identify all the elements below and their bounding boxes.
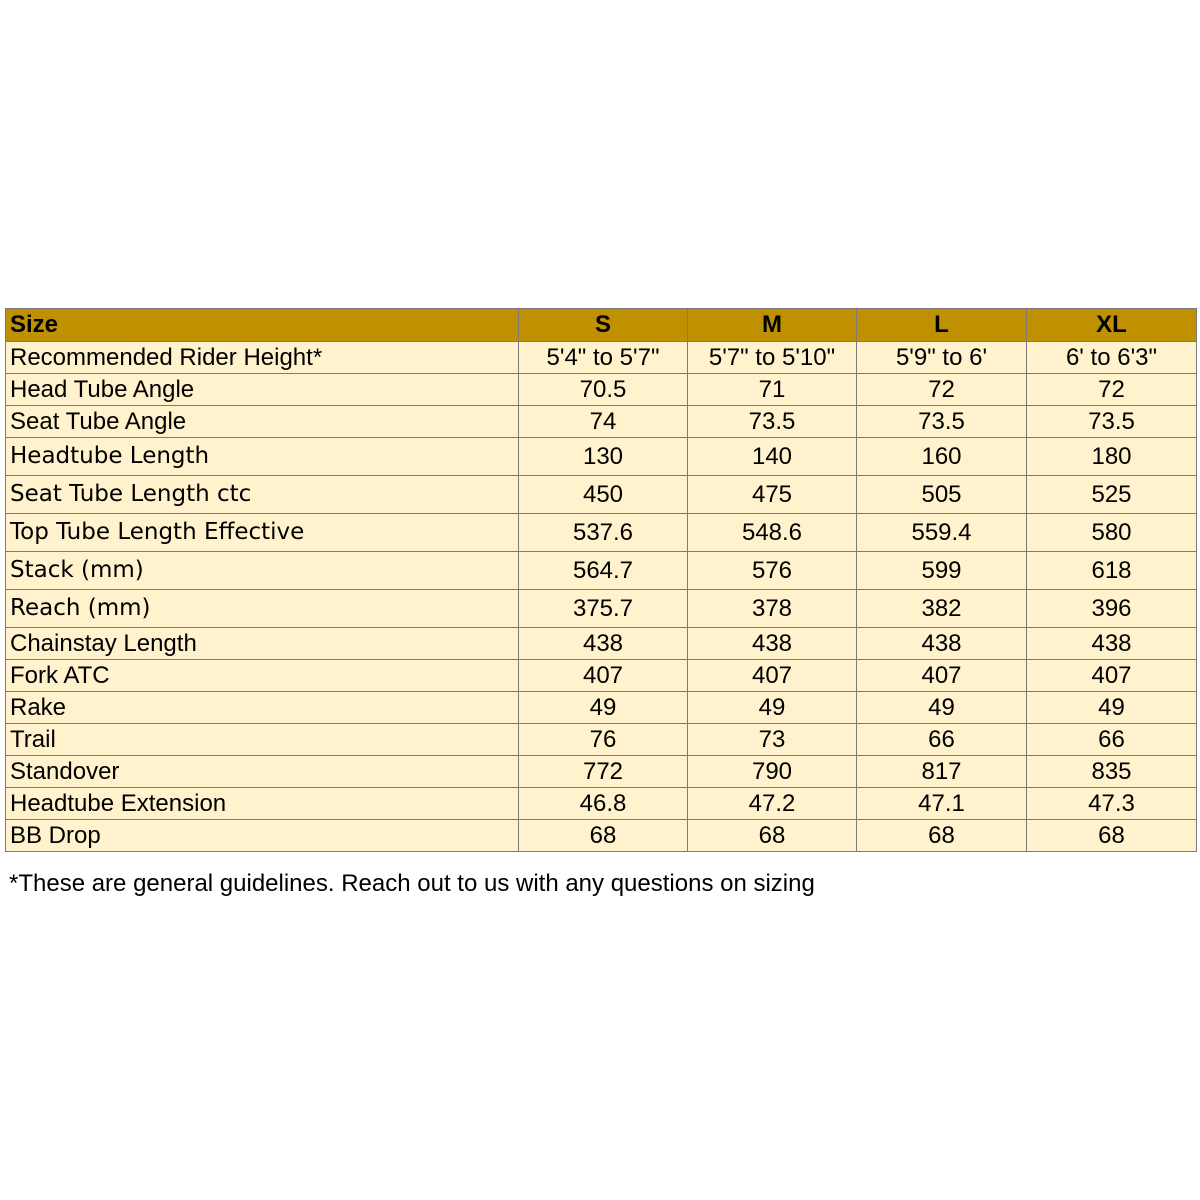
cell-value: 525	[1027, 476, 1197, 514]
cell-value: 160	[857, 438, 1027, 476]
cell-value: 72	[1027, 374, 1197, 406]
cell-value: 790	[688, 756, 857, 788]
cell-value: 72	[857, 374, 1027, 406]
cell-value: 76	[519, 724, 688, 756]
table-row	[6, 438, 1197, 476]
table-row	[6, 820, 1197, 852]
table-row	[6, 756, 1197, 788]
cell-value: 5'9" to 6'	[857, 342, 1027, 374]
row-label: Fork ATC	[6, 660, 519, 692]
cell-value: 180	[1027, 438, 1197, 476]
row-label: Headtube Extension	[6, 788, 519, 820]
table-row	[6, 724, 1197, 756]
cell-value: 407	[857, 660, 1027, 692]
cell-value: 537.6	[519, 514, 688, 552]
header-size-xl: XL	[1027, 309, 1197, 342]
header-size-l: L	[857, 309, 1027, 342]
row-label: Rake	[6, 692, 519, 724]
cell-value: 772	[519, 756, 688, 788]
table-header-row	[6, 309, 1197, 342]
cell-value: 407	[688, 660, 857, 692]
cell-value: 70.5	[519, 374, 688, 406]
geometry-table	[5, 308, 1197, 852]
cell-value: 140	[688, 438, 857, 476]
cell-value: 68	[1027, 820, 1197, 852]
cell-value: 396	[1027, 590, 1197, 628]
cell-value: 68	[857, 820, 1027, 852]
cell-value: 49	[857, 692, 1027, 724]
table-row	[6, 590, 1197, 628]
cell-value: 49	[519, 692, 688, 724]
cell-value: 438	[688, 628, 857, 660]
cell-value: 73.5	[857, 406, 1027, 438]
cell-value: 66	[1027, 724, 1197, 756]
cell-value: 475	[688, 476, 857, 514]
cell-value: 835	[1027, 756, 1197, 788]
header-size-s: S	[519, 309, 688, 342]
row-label: Recommended Rider Height*	[6, 342, 519, 374]
cell-value: 73.5	[1027, 406, 1197, 438]
row-label: Seat Tube Angle	[6, 406, 519, 438]
table-row	[6, 514, 1197, 552]
cell-value: 580	[1027, 514, 1197, 552]
table-row	[6, 788, 1197, 820]
cell-value: 450	[519, 476, 688, 514]
cell-value: 66	[857, 724, 1027, 756]
cell-value: 559.4	[857, 514, 1027, 552]
row-label: Reach (mm)	[6, 590, 519, 628]
table-row	[6, 660, 1197, 692]
cell-value: 407	[519, 660, 688, 692]
table-row	[6, 692, 1197, 724]
cell-value: 618	[1027, 552, 1197, 590]
row-label: Trail	[6, 724, 519, 756]
cell-value: 68	[519, 820, 688, 852]
header-size-m: M	[688, 309, 857, 342]
cell-value: 375.7	[519, 590, 688, 628]
row-label: Seat Tube Length ctc	[6, 476, 519, 514]
cell-value: 5'4" to 5'7"	[519, 342, 688, 374]
cell-value: 599	[857, 552, 1027, 590]
cell-value: 49	[1027, 692, 1197, 724]
cell-value: 71	[688, 374, 857, 406]
row-label: Chainstay Length	[6, 628, 519, 660]
row-label: Stack (mm)	[6, 552, 519, 590]
row-label: Standover	[6, 756, 519, 788]
header-size-label: Size	[6, 309, 519, 342]
table-row	[6, 628, 1197, 660]
cell-value: 5'7" to 5'10"	[688, 342, 857, 374]
cell-value: 378	[688, 590, 857, 628]
cell-value: 438	[1027, 628, 1197, 660]
cell-value: 505	[857, 476, 1027, 514]
row-label: Head Tube Angle	[6, 374, 519, 406]
cell-value: 438	[519, 628, 688, 660]
cell-value: 817	[857, 756, 1027, 788]
table-row	[6, 552, 1197, 590]
cell-value: 49	[688, 692, 857, 724]
cell-value: 47.2	[688, 788, 857, 820]
table-row	[6, 476, 1197, 514]
cell-value: 564.7	[519, 552, 688, 590]
cell-value: 576	[688, 552, 857, 590]
sizing-footnote: *These are general guidelines. Reach out to us with any questions on sizing	[9, 870, 815, 897]
cell-value: 74	[519, 406, 688, 438]
cell-value: 68	[688, 820, 857, 852]
cell-value: 46.8	[519, 788, 688, 820]
row-label: BB Drop	[6, 820, 519, 852]
row-label: Top Tube Length Effective	[6, 514, 519, 552]
cell-value: 548.6	[688, 514, 857, 552]
cell-value: 407	[1027, 660, 1197, 692]
cell-value: 6' to 6'3"	[1027, 342, 1197, 374]
cell-value: 47.1	[857, 788, 1027, 820]
row-label: Headtube Length	[6, 438, 519, 476]
cell-value: 130	[519, 438, 688, 476]
table-row	[6, 342, 1197, 374]
cell-value: 73	[688, 724, 857, 756]
cell-value: 438	[857, 628, 1027, 660]
cell-value: 382	[857, 590, 1027, 628]
table-row	[6, 406, 1197, 438]
cell-value: 73.5	[688, 406, 857, 438]
cell-value: 47.3	[1027, 788, 1197, 820]
table-row	[6, 374, 1197, 406]
